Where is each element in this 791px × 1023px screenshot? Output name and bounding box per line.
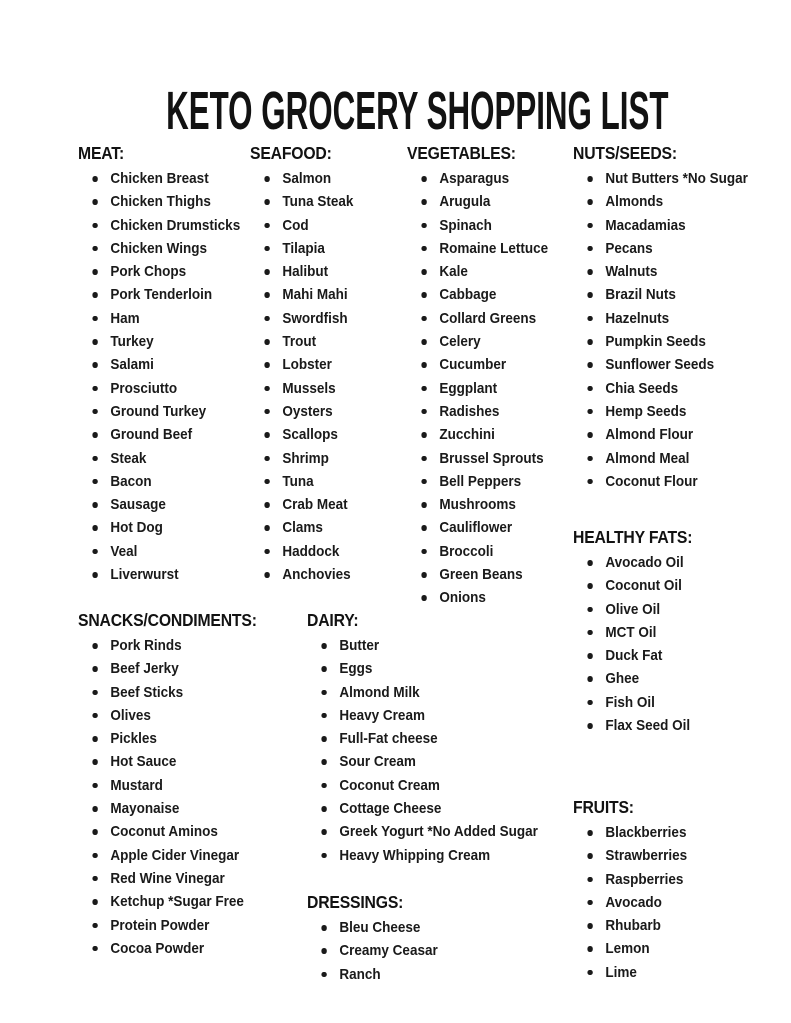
list-item: Chicken Thighs (78, 190, 240, 213)
section-heading-healthy-fats: HEALTHY FATS: (573, 527, 693, 547)
list-item: Protein Powder (78, 914, 257, 937)
list-item: Duck Fat (573, 644, 692, 667)
nuts-seeds-list (573, 167, 748, 493)
list-item: Broccoli (407, 540, 548, 563)
list-item: Chicken Drumsticks (78, 214, 240, 237)
list-item: Trout (250, 330, 353, 353)
list-item: Arugula (407, 190, 548, 213)
list-item: Avocado Oil (573, 551, 692, 574)
list-item: Salami (78, 353, 240, 376)
list-item: Nut Butters *No Sugar (573, 167, 748, 190)
section-heading-nuts-seeds: NUTS/SEEDS: (573, 143, 677, 163)
list-item: Sunflower Seeds (573, 353, 748, 376)
list-item: Zucchini (407, 423, 548, 446)
list-item: Asparagus (407, 167, 548, 190)
list-item: Hemp Seeds (573, 400, 748, 423)
list-item: Chicken Wings (78, 237, 240, 260)
list-item: Ground Beef (78, 423, 240, 446)
list-item: Olives (78, 704, 257, 727)
list-item: Coconut Cream (307, 774, 538, 797)
seafood-list (250, 167, 353, 586)
section-fruits (573, 797, 687, 984)
list-item: Apple Cider Vinegar (78, 844, 257, 867)
fruits-list (573, 821, 687, 984)
section-snacks-condiments (78, 610, 257, 960)
list-item: Sour Cream (307, 750, 538, 773)
list-item: Ketchup *Sugar Free (78, 890, 257, 913)
section-vegetables (407, 143, 548, 610)
section-heading-dairy: DAIRY: (307, 610, 359, 630)
section-heading-snacks-condiments: SNACKS/CONDIMENTS: (78, 610, 257, 630)
list-item: Ham (78, 307, 240, 330)
list-item: Macadamias (573, 214, 748, 237)
section-nuts-seeds (573, 143, 748, 493)
list-item: Cocoa Powder (78, 937, 257, 960)
list-item: Chicken Breast (78, 167, 240, 190)
list-item: Mustard (78, 774, 257, 797)
list-item: Cabbage (407, 283, 548, 306)
list-item: Bleu Cheese (307, 916, 438, 939)
list-item: Bell Peppers (407, 470, 548, 493)
list-item: Cucumber (407, 353, 548, 376)
list-item: Tilapia (250, 237, 353, 260)
list-item: MCT Oil (573, 621, 692, 644)
list-item: Oysters (250, 400, 353, 423)
section-heading-meat: MEAT: (78, 143, 125, 163)
list-item: Coconut Aminos (78, 820, 257, 843)
list-item: Eggplant (407, 377, 548, 400)
list-item: Lemon (573, 937, 687, 960)
list-item: Anchovies (250, 563, 353, 586)
list-item: Steak (78, 447, 240, 470)
list-item: Brazil Nuts (573, 283, 748, 306)
list-item: Mussels (250, 377, 353, 400)
list-item: Hot Sauce (78, 750, 257, 773)
list-item: Red Wine Vinegar (78, 867, 257, 890)
list-item: Fish Oil (573, 691, 692, 714)
list-item: Pecans (573, 237, 748, 260)
list-item: Chia Seeds (573, 377, 748, 400)
list-item: Creamy Ceasar (307, 939, 438, 962)
list-item: Pork Rinds (78, 634, 257, 657)
list-item: Turkey (78, 330, 240, 353)
list-item: Blackberries (573, 821, 687, 844)
list-item: Ghee (573, 667, 692, 690)
list-item: Avocado (573, 891, 687, 914)
list-item: Cod (250, 214, 353, 237)
list-item: Almond Flour (573, 423, 748, 446)
list-item: Onions (407, 586, 548, 609)
list-item: Hot Dog (78, 516, 240, 539)
list-item: Beef Sticks (78, 681, 257, 704)
list-item: Beef Jerky (78, 657, 257, 680)
list-item: Pickles (78, 727, 257, 750)
list-item: Greek Yogurt *No Added Sugar (307, 820, 538, 843)
list-item: Walnuts (573, 260, 748, 283)
meat-list (78, 167, 240, 586)
list-item: Lime (573, 961, 687, 984)
healthy-fats-list (573, 551, 692, 737)
list-item: Pumpkin Seeds (573, 330, 748, 353)
list-item: Collard Greens (407, 307, 548, 330)
list-item: Swordfish (250, 307, 353, 330)
list-item: Green Beans (407, 563, 548, 586)
list-item: Mahi Mahi (250, 283, 353, 306)
dressings-list (307, 916, 438, 986)
list-item: Strawberries (573, 844, 687, 867)
page-title: KETO GROCERY SHOPPING LIST (166, 81, 669, 142)
list-item: Ground Turkey (78, 400, 240, 423)
section-heading-dressings: DRESSINGS: (307, 892, 404, 912)
section-dairy (307, 610, 538, 867)
list-item: Salmon (250, 167, 353, 190)
list-item: Mushrooms (407, 493, 548, 516)
list-item: Celery (407, 330, 548, 353)
list-item: Raspberries (573, 868, 687, 891)
section-meat (78, 143, 240, 586)
list-item: Radishes (407, 400, 548, 423)
list-item: Romaine Lettuce (407, 237, 548, 260)
list-item: Tuna (250, 470, 353, 493)
list-item: Clams (250, 516, 353, 539)
list-item: Mayonaise (78, 797, 257, 820)
list-item: Almond Milk (307, 681, 538, 704)
dairy-list (307, 634, 538, 867)
list-item: Tuna Steak (250, 190, 353, 213)
list-item: Pork Chops (78, 260, 240, 283)
list-item: Pork Tenderloin (78, 283, 240, 306)
list-item: Halibut (250, 260, 353, 283)
list-item: Cauliflower (407, 516, 548, 539)
section-healthy-fats (573, 527, 692, 737)
list-item: Kale (407, 260, 548, 283)
list-item: Crab Meat (250, 493, 353, 516)
list-item: Haddock (250, 540, 353, 563)
list-item: Hazelnuts (573, 307, 748, 330)
section-heading-seafood: SEAFOOD: (250, 143, 332, 163)
list-item: Butter (307, 634, 538, 657)
section-heading-fruits: FRUITS: (573, 797, 634, 817)
list-item: Coconut Oil (573, 574, 692, 597)
list-item: Liverwurst (78, 563, 240, 586)
vegetables-list (407, 167, 548, 610)
list-item: Lobster (250, 353, 353, 376)
list-item: Heavy Whipping Cream (307, 844, 538, 867)
list-item: Eggs (307, 657, 538, 680)
list-item: Veal (78, 540, 240, 563)
list-item: Scallops (250, 423, 353, 446)
list-item: Bacon (78, 470, 240, 493)
list-item: Almonds (573, 190, 748, 213)
list-item: Shrimp (250, 447, 353, 470)
list-item: Almond Meal (573, 447, 748, 470)
snacks-condiments-list (78, 634, 257, 960)
list-item: Prosciutto (78, 377, 240, 400)
section-heading-vegetables: VEGETABLES: (407, 143, 516, 163)
section-seafood (250, 143, 353, 586)
list-item: Sausage (78, 493, 240, 516)
list-item: Ranch (307, 963, 438, 986)
list-item: Cottage Cheese (307, 797, 538, 820)
list-item: Spinach (407, 214, 548, 237)
section-dressings (307, 892, 438, 986)
list-item: Full-Fat cheese (307, 727, 538, 750)
list-item: Heavy Cream (307, 704, 538, 727)
list-item: Rhubarb (573, 914, 687, 937)
list-item: Coconut Flour (573, 470, 748, 493)
list-item: Olive Oil (573, 598, 692, 621)
list-item: Brussel Sprouts (407, 447, 548, 470)
list-item: Flax Seed Oil (573, 714, 692, 737)
